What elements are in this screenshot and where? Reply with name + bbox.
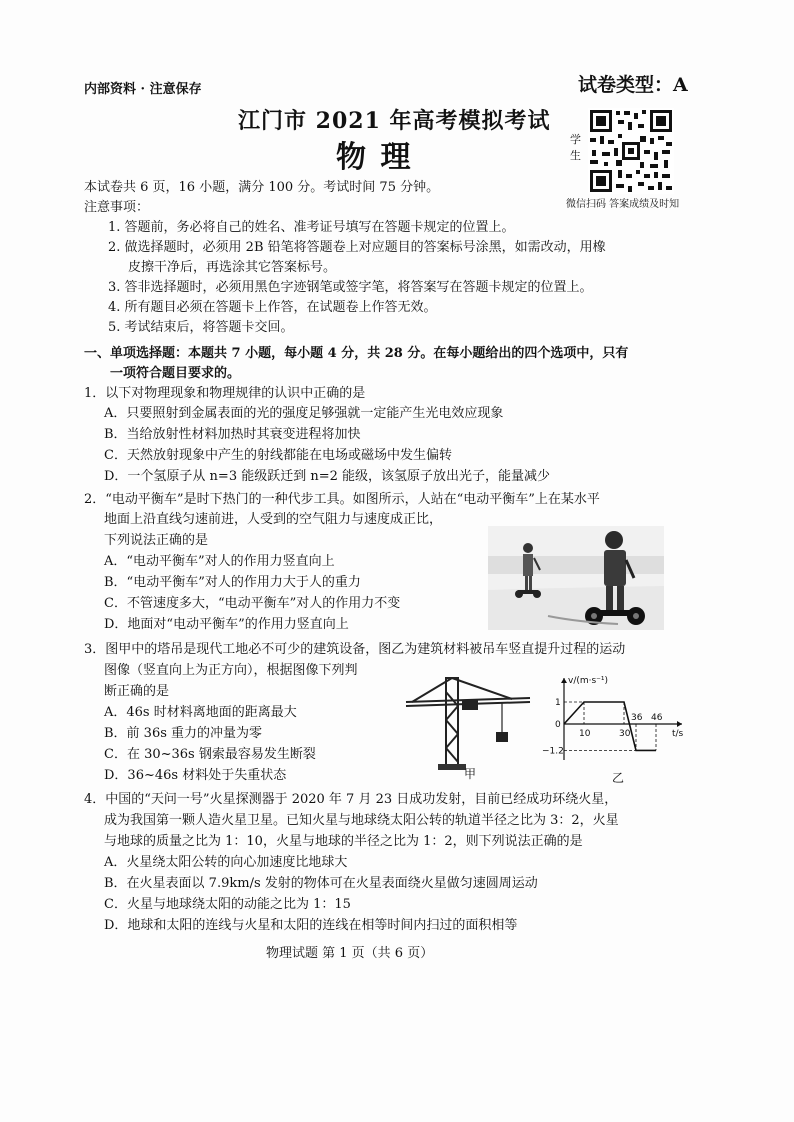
figure-yi-label: 乙: [612, 771, 625, 785]
figure-jia-label: 甲: [464, 767, 477, 781]
q4-stem: 4．中国的“天问一号”火星探测器于 2020 年 7 月 23 日成功发射，目前已经成功环绕火星，: [84, 792, 618, 807]
paper-type-label: 试卷类型：A: [578, 74, 688, 96]
balance-scooter-illustration: [488, 526, 664, 630]
q4-option-d: D．地球和太阳的连线与火星和太阳的连线在相等时间内扫过的面积相等: [104, 918, 518, 933]
notes-title: 注意事项：: [84, 200, 150, 215]
velocity-series-line: [564, 702, 656, 750]
confidential-label: 内部资料 · 注意保存: [84, 82, 202, 97]
q3-option-a: A．46s 时材料离地面的距离最大: [104, 705, 297, 720]
section1-heading-cont: 一项符合题目要求的。: [110, 366, 241, 381]
q4-option-b: B．在火星表面以 7.9km/s 发射的物体可在火星表面绕火星做匀速圆周运动: [104, 876, 538, 891]
y-axis-label: v/(m·s⁻¹): [568, 676, 609, 686]
x-axis-arrow: [677, 721, 682, 727]
note-1: 1. 答题前，务必将自己的姓名、准考证号填写在答题卡规定的位置上。: [108, 220, 515, 235]
note-2-cont: 皮擦干净后，再选涂其它答案标号。: [128, 260, 337, 275]
note-5: 5. 考试结束后，将答题卡交回。: [108, 320, 294, 335]
y-tick-label: −1.2: [542, 746, 564, 757]
q4-option-a: A．火星绕太阳公转的向心加速度比地球大: [104, 855, 348, 870]
q3-option-b: B．前 36s 重力的冲量为零: [104, 726, 263, 741]
q1-option-c: C．天然放射现象中产生的射线都能在电场或磁场中发生偏转: [104, 448, 452, 463]
y-tick-label: 0: [555, 720, 561, 730]
q2-stem: 2．“电动平衡车”是时下热门的一种代步工具。如图所示，人站在“电动平衡车”上在某水平: [84, 492, 600, 507]
tower-crane-illustration: [402, 672, 534, 772]
y-tick-label: 1: [555, 698, 561, 708]
q2-stem-cont2: 下列说法正确的是: [104, 533, 209, 548]
x-tick-label: 10: [579, 729, 591, 739]
x-axis-label: t/s: [672, 729, 684, 739]
note-4: 4. 所有题目必须在答题卡上作答，在试题卷上作答无效。: [108, 300, 437, 315]
qr-caption: 微信扫码 答案成绩及时知: [566, 199, 680, 210]
q3-stem-cont2: 断正确的是: [104, 684, 170, 699]
subject-title: 物 理: [336, 140, 413, 175]
velocity-time-chart: [542, 672, 692, 766]
q4-stem-cont: 成为我国第一颗人造火星卫星。已知火星与地球绕太阳公转的轨道半径之比为 3：2，火星: [104, 813, 619, 828]
exam-title: 江门市 2021 年高考模拟考试: [238, 108, 551, 134]
q2-option-b: B．“电动平衡车”对人的作用力大于人的重力: [104, 575, 361, 590]
q3-stem: 3．图甲中的塔吊是现代工地必不可少的建筑设备，图乙为建筑材料被吊车竖直提升过程的运动: [84, 642, 626, 657]
x-tick-label: 46: [651, 713, 663, 723]
q1-stem: 1．以下对物理现象和物理规律的认识中正确的是: [84, 386, 366, 401]
q3-option-c: C．在 30~36s 钢索最容易发生断裂: [104, 747, 316, 762]
page-footer: 物理试题 第 1 页（共 6 页）: [266, 946, 434, 961]
section1-heading: 一、单项选择题：本题共 7 小题，每小题 4 分，共 28 分。在每小题给出的四个选项中，只有: [84, 346, 629, 361]
qr-code-icon: [588, 108, 674, 194]
q2-stem-cont: 地面上沿直线匀速前进，人受到的空气阻力与速度成正比，: [104, 512, 443, 527]
q3-stem-cont: 图像（竖直向上为正方向），根据图像下列判: [104, 663, 358, 678]
q1-option-d: D．一个氢原子从 n=3 能级跃迁到 n=2 能级，该氢原子放出光子，能量减少: [104, 469, 551, 484]
qr-side-label: 学生: [570, 133, 581, 162]
q1-option-b: B．当给放射性材料加热时其衰变进程将加快: [104, 427, 361, 442]
q1-option-a: A．只要照射到金属表面的光的强度足够强就一定能产生光电效应现象: [104, 406, 504, 421]
q2-option-a: A．“电动平衡车”对人的作用力竖直向上: [104, 554, 335, 569]
q4-stem-cont2: 与地球的质量之比为 1：10，火星与地球的半径之比为 1：2，则下列说法正确的是: [104, 834, 583, 849]
note-3: 3. 答非选择题时，必须用黑色字迹钢笔或签字笔，将答案写在答题卡规定的位置上。: [108, 280, 593, 295]
q2-option-c: C．不管速度多大，“电动平衡车”对人的作用力不变: [104, 596, 401, 611]
x-tick-label: 36: [631, 713, 643, 723]
note-2: 2. 做选择题时，必须用 2B 铅笔将答题卷上对应题目的答案标号涂黑，如需改动，用橡: [108, 240, 606, 255]
q3-option-d: D．36~46s 材料处于失重状态: [104, 768, 287, 783]
y-axis-arrow: [561, 678, 567, 683]
q4-option-c: C．火星与地球绕太阳的动能之比为 1：15: [104, 897, 351, 912]
exam-summary: 本试卷共 6 页，16 小题，满分 100 分。考试时间 75 分钟。: [84, 180, 440, 195]
q2-option-d: D．地面对“电动平衡车”的作用力竖直向上: [104, 617, 349, 632]
x-tick-label: 30: [619, 729, 631, 739]
